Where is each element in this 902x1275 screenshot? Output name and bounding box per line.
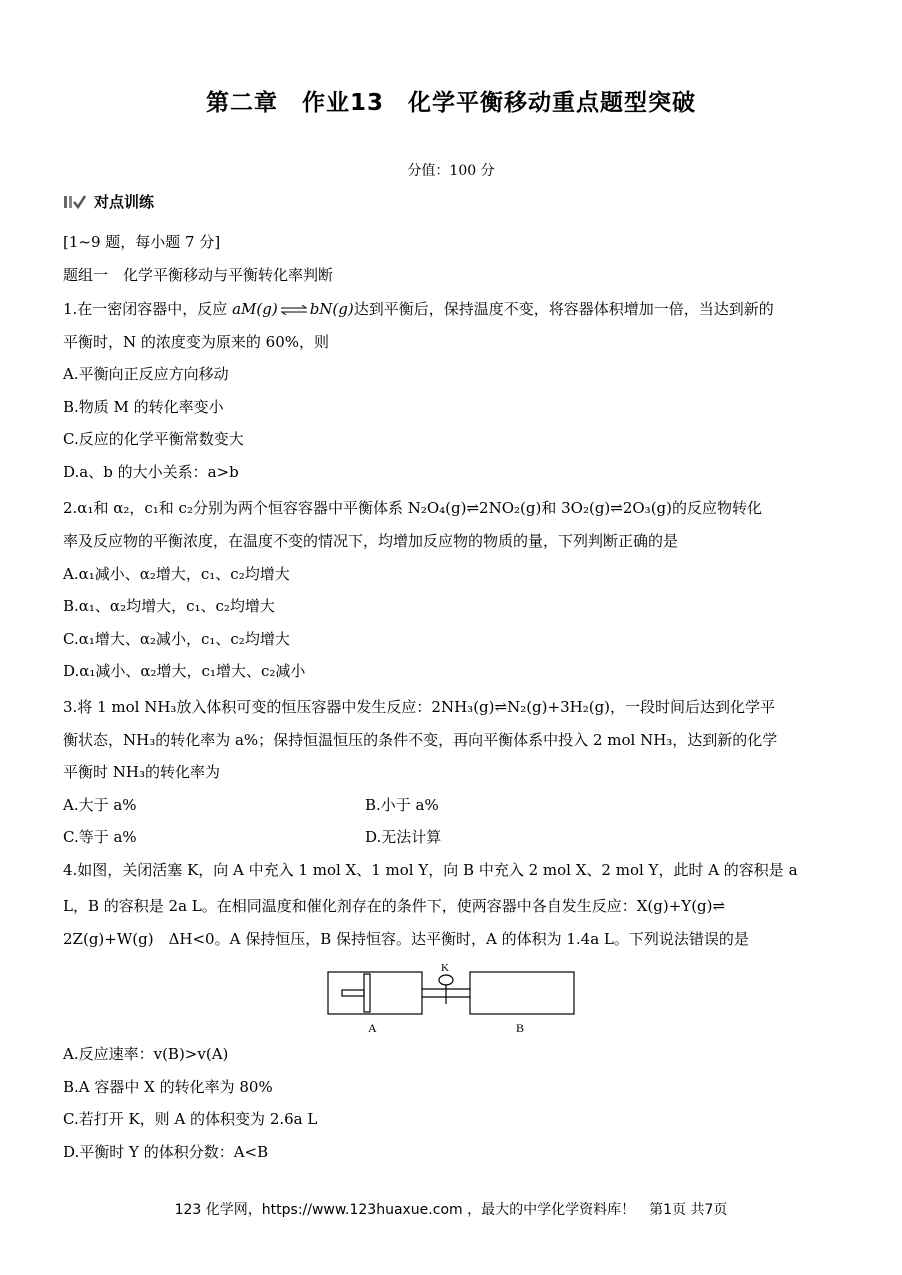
q2-option-d: D.α₁减小、α₂增大，c₁增大、c₂减小 (63, 662, 306, 680)
piston-rod (342, 990, 364, 996)
checklist-icon (64, 194, 86, 210)
section-heading (64, 191, 154, 212)
page-title: 第二章 作业13 化学平衡移动重点题型突破 (205, 90, 696, 116)
q1-option-a: A.平衡向正反应方向移动 (63, 365, 229, 383)
q2-line2: 率及反应物的平衡浓度，在温度不变的情况下，均增加反应物的物质的量，下列判断正确的是 (63, 532, 679, 550)
q1-option-c: C.反应的化学平衡常数变大 (63, 430, 244, 448)
label-a: A (368, 1021, 377, 1035)
section-label: 对点训练 (94, 193, 155, 211)
valve-k-label: K (441, 962, 449, 974)
q2-option-a: A.α₁减小、α₂增大，c₁、c₂均增大 (63, 565, 290, 583)
page-footer: 123 化学网，https://www.123huaxue.com ，最大的中学化学资料库！ 第1页 共7页 (174, 1202, 728, 1218)
container-b (470, 972, 574, 1014)
valve-k (439, 975, 453, 985)
group-heading: 题组一 化学平衡移动与平衡转化率判断 (63, 266, 334, 284)
q3-option-d: D.无法计算 (365, 828, 442, 846)
q4-option-d: D.平衡时 Y 的体积分数：A<B (63, 1143, 269, 1161)
q1-option-b: B.物质 M 的转化率变小 (63, 398, 224, 416)
q3-option-b: B.小于 a% (365, 796, 439, 814)
container-diagram (326, 960, 578, 1040)
label-b: B (516, 1021, 525, 1035)
q3-line1: 3.将 1 mol NH₃放入体积可变的恒压容器中发生反应：2NH₃(g)⇌N₂(g)+3H₂(g)，一段时间后达到化学平 (63, 698, 776, 716)
q1-line2: 平衡时，N 的浓度变为原来的 60%，则 (63, 333, 330, 351)
q3-option-a: A.大于 a% (63, 796, 137, 814)
q3-option-c: C.等于 a% (63, 828, 137, 846)
q1-reactant: aM(g) (232, 300, 278, 318)
piston (364, 974, 370, 1012)
q4-option-c: C.若打开 K，则 A 的体积变为 2.6a L (63, 1110, 318, 1128)
score-label: 分值：100 分 (407, 163, 495, 179)
q1-option-d: D.a、b 的大小关系：a>b (63, 463, 239, 481)
q2-line1: 2.α₁和 α₂，c₁和 c₂分别为两个恒容容器中平衡体系 N₂O₄(g)⇌2NO₂(g)和 3O₂(g)⇌2O₃(g)的反应物转化 (63, 499, 762, 517)
q4-line3: 2Z(g)+W(g) ΔH<0。A 保持恒压，B 保持恒容。达平衡时，A 的体积为 1.4a L。下列说法错误的是 (63, 930, 749, 948)
q1-line1 (63, 299, 774, 319)
q4-option-a: A.反应速率：v(B)>v(A) (63, 1045, 229, 1063)
q3-line3: 平衡时 NH₃的转化率为 (63, 763, 220, 781)
question-range: [1~9 题，每小题 7 分] (63, 233, 221, 251)
q1-text-d: 达到平衡后，保持温度不变，将容器体积增加一倍，当达到新的 (353, 300, 774, 318)
q3-line2: 衡状态，NH₃的转化率为 a%；保持恒温恒压的条件不变，再向平衡体系中投入 2 mol NH₃，达到新的化学 (63, 731, 778, 749)
q4-line1: 4.如图，关闭活塞 K，向 A 中充入 1 mol X、1 mol Y，向 B 中充入 2 mol X、2 mol Y，此时 A 的容积是 a (63, 861, 798, 879)
q4-option-b: B.A 容器中 X 的转化率为 80% (63, 1078, 273, 1096)
q4-line2: L，B 的容积是 2a L。在相同温度和催化剂存在的条件下，使两容器中各自发生反应：X(g)+Y(g)⇌ (63, 897, 726, 915)
q1-product: bN(g) (309, 300, 354, 318)
q1-text-a: 1.在一密闭容器中，反应 (63, 300, 233, 318)
q2-option-c: C.α₁增大、α₂减小，c₁、c₂均增大 (63, 630, 290, 648)
equilibrium-arrow-icon (280, 305, 308, 315)
q2-option-b: B.α₁、α₂均增大，c₁、c₂均增大 (63, 597, 275, 615)
